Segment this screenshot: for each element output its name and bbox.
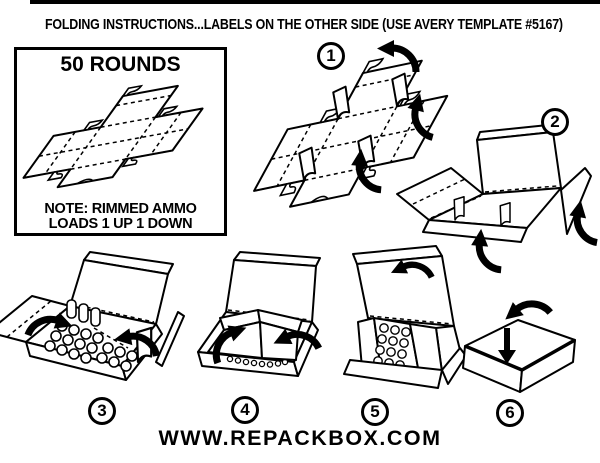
step-5-figure <box>330 248 474 413</box>
step-6-diagram <box>460 272 595 398</box>
step-1-number: 1 <box>317 42 345 70</box>
website-url: WWW.REPACKBOX.COM <box>158 426 442 450</box>
step-3-number: 3 <box>88 397 116 425</box>
note-line-1: NOTE: RIMMED AMMO <box>44 201 197 217</box>
step-5-number: 5 <box>361 398 389 426</box>
step-2-number: 2 <box>541 108 569 136</box>
top-border-line <box>30 0 600 4</box>
step-5-diagram <box>330 248 474 408</box>
step-6-number: 6 <box>496 399 524 427</box>
info-box-note <box>17 202 224 232</box>
step-4-figure <box>186 256 342 409</box>
step-3-figure <box>10 254 194 409</box>
info-box-heading: 50 ROUNDS <box>60 53 181 76</box>
end-tab <box>500 203 510 226</box>
step-6-figure <box>460 272 595 403</box>
end-tab <box>454 197 464 220</box>
page-title: FOLDING INSTRUCTIONS...LABELS ON THE OTHER SIDE (USE AVERY TEMPLATE #5167) <box>45 17 563 33</box>
step-3-diagram <box>10 254 194 404</box>
step-4-diagram <box>186 256 342 404</box>
step-4-number: 4 <box>231 396 259 424</box>
box-blank-diagram <box>17 74 224 202</box>
note-line-2: LOADS 1 UP 1 DOWN <box>48 216 193 232</box>
info-box <box>14 47 227 236</box>
